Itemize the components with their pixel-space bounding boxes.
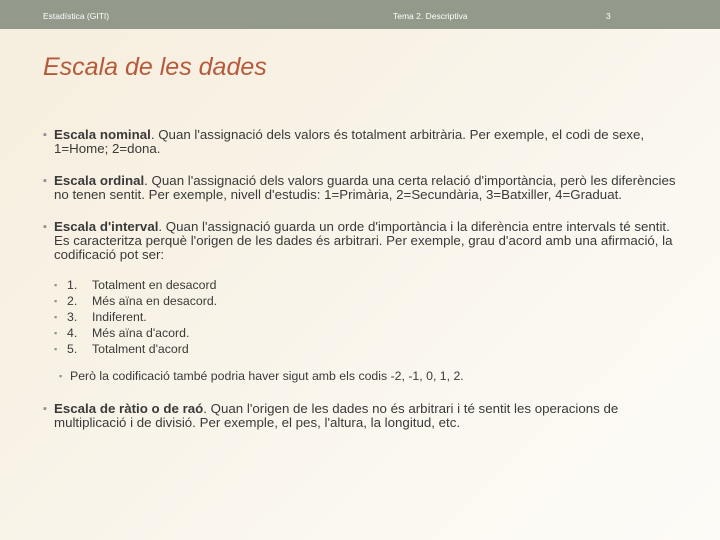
bullet-icon: ▪ [54,296,58,306]
slide-title: Escala de les dades [43,53,267,81]
item-label: Totalment en desacord [92,278,217,292]
item-number: 5. [67,342,78,356]
term-description: . Quan l'assignació dels valors és totalment arbitrària. Per exemple, el codi de sexe, 1=Home; 2=dona. [54,127,645,156]
course-name: Estadística (GITI) [43,11,110,21]
list-item [54,277,683,293]
list-item-ordinal [43,174,683,202]
list-item [54,309,683,325]
bullet-icon: ▪ [43,403,47,415]
term-label: Escala nominal [54,127,151,142]
bullet-icon: ▪ [43,129,47,141]
list-item-interval [43,220,683,384]
item-number: 3. [67,310,78,324]
list-item [54,293,683,309]
bullet-icon: ▪ [59,371,63,381]
note-text: Però la codificació també podria haver sigut amb els codis -2, -1, 0, 1, 2. [70,369,464,383]
list-item [54,341,683,357]
bullet-icon: ▪ [43,221,47,233]
term-description: . Quan l'assignació guarda un orde d'importància i la diferència entre intervals té sentit. Es caracteritza perquè l'origen de les dades és arbitrari. Per exemple, grau d'acord amb una afirmació, la codificació pot ser: [54,219,673,262]
term-description: . Quan l'assignació dels valors guarda una certa relació d'importància, però les diferències no tenen sentit. Per exemple, nivell d'estudis: 1=Primària, 2=Secundària, 3=Batxiller, 4=Graduat. [54,173,676,202]
item-number: 2. [67,294,78,308]
item-label: Totalment d'acord [92,342,189,356]
item-label: Més aïna d'acord. [92,326,190,340]
term-label: Escala d'interval [54,219,159,234]
page-number: 3 [606,11,611,21]
bullet-icon: ▪ [54,312,58,322]
bullet-icon: ▪ [54,280,58,290]
bullet-icon: ▪ [54,344,58,354]
item-number: 4. [67,326,78,340]
list-item-nominal [43,128,683,156]
list-item [54,325,683,341]
slide-content [43,128,683,448]
item-label: Més aïna en desacord. [92,294,218,308]
slide-header-bar [0,0,720,29]
item-number: 1. [67,278,78,292]
codification-note [54,369,683,384]
topic-name: Tema 2. Descriptiva [393,11,468,21]
term-label: Escala de ràtio o de raó [54,401,204,416]
term-description: . Quan l'origen de les dades no és arbitrari i té sentit les operacions de multiplicació i de divisió. Per exemple, el pes, l'altura, la longitud, etc. [54,401,619,430]
term-label: Escala ordinal [54,173,145,188]
codification-list [54,277,683,357]
bullet-icon: ▪ [43,175,47,187]
bullet-icon: ▪ [54,328,58,338]
item-label: Indiferent. [92,310,147,324]
list-item-ratio [43,402,683,430]
